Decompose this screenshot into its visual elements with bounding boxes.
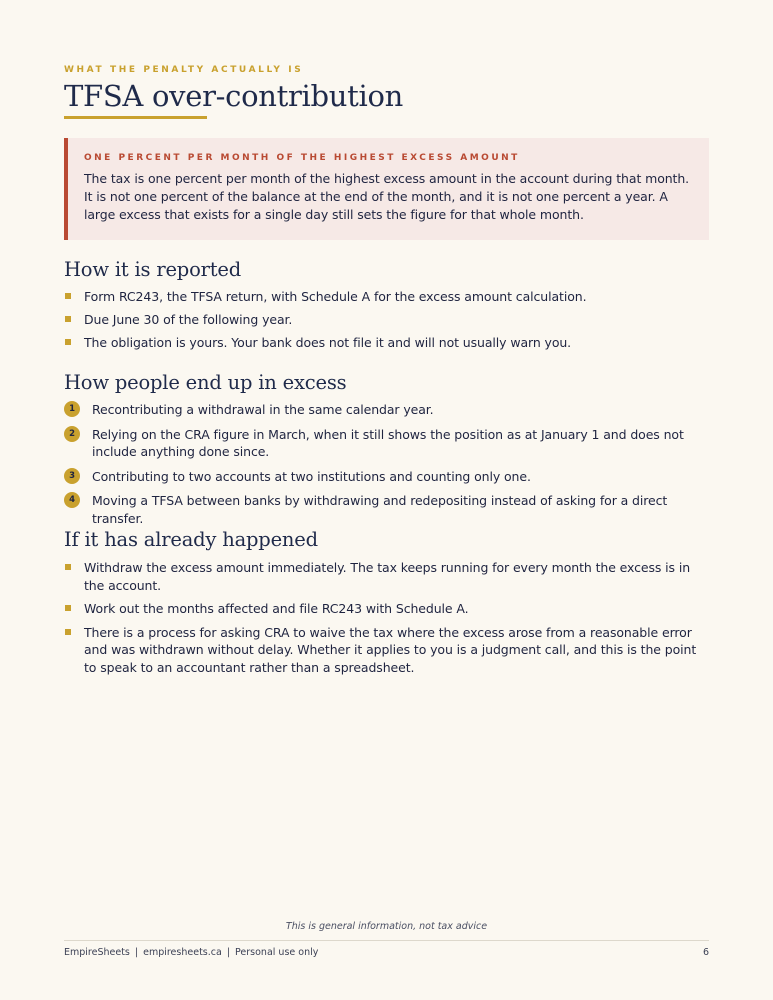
list-item (64, 311, 709, 329)
heading-how-reported: How it is reported (64, 258, 242, 281)
numbered-item-text: Contributing to two accounts at two institutions and counting only one. (92, 468, 531, 484)
list-item (64, 559, 709, 594)
numbered-item-text: Relying on the CRA figure in March, when it still shows the position as at January 1 and does not include anything done since. (92, 426, 684, 459)
numbered-item (64, 401, 709, 419)
already-happened-list (64, 559, 709, 676)
footer-separator: | (134, 947, 139, 958)
excess-causes-list (64, 401, 709, 527)
list-item (64, 288, 709, 306)
list-item (64, 600, 709, 618)
numbered-item (64, 468, 709, 486)
list-item (64, 624, 709, 677)
numbered-item-text: Recontributing a withdrawal in the same calendar year. (92, 402, 434, 417)
step-number-badge: 2 (64, 426, 80, 442)
list-item-text: The obligation is yours. Your bank does not file it and will not usually warn you. (84, 335, 572, 350)
square-bullet-icon (65, 339, 71, 345)
page-title: TFSA over-contribution (64, 79, 404, 113)
square-bullet-icon (65, 293, 71, 299)
footer-separator: | (226, 947, 231, 958)
footer-site: empiresheets.ca (143, 947, 222, 958)
square-bullet-icon (65, 564, 71, 570)
numbered-item (64, 492, 709, 527)
penalty-callout (64, 138, 709, 240)
step-number-badge: 1 (64, 401, 80, 417)
square-bullet-icon (65, 629, 71, 635)
footer-usage: Personal use only (235, 947, 319, 958)
callout-body: The tax is one percent per month of the highest excess amount in the account during that month. It is not one percent of the balance at the end of the month, and it is not one percent a year. A large excess that exists for a single day still sets the figure for that whole month. (84, 171, 690, 222)
list-item (64, 334, 709, 352)
footer-brand-line (64, 947, 318, 958)
heading-how-excess: How people end up in excess (64, 371, 347, 394)
section-eyebrow: WHAT THE PENALTY ACTUALLY IS (64, 65, 304, 75)
square-bullet-icon (65, 316, 71, 322)
footer-brand: EmpireSheets (64, 947, 130, 958)
reported-list (64, 288, 709, 352)
list-item-text: There is a process for asking CRA to waive the tax where the excess arose from a reasonable error and was withdrawn without delay. Whether it applies to you is a judgment call, and this is the point to speak to an accountant rather than a spreadsheet. (84, 624, 697, 675)
title-underline (64, 116, 207, 119)
page-number: 6 (702, 947, 709, 958)
list-item-text: Form RC243, the TFSA return, with Schedule A for the excess amount calculation. (84, 289, 587, 304)
callout-heading: ONE PERCENT PER MONTH OF THE HIGHEST EXCESS AMOUNT (84, 153, 520, 163)
step-number-badge: 4 (64, 492, 80, 508)
list-item-text: Due June 30 of the following year. (84, 312, 293, 327)
disclaimer-note: This is general information, not tax advice (285, 921, 488, 932)
footer-divider (64, 940, 709, 941)
square-bullet-icon (65, 605, 71, 611)
numbered-item-text: Moving a TFSA between banks by withdrawing and redepositing instead of asking for a direct transfer. (92, 493, 668, 526)
heading-already-happened: If it has already happened (64, 528, 318, 551)
list-item-text: Withdraw the excess amount immediately. The tax keeps running for every month the excess is in the account. (84, 560, 691, 593)
step-number-badge: 3 (64, 468, 80, 484)
list-item-text: Work out the months affected and file RC243 with Schedule A. (84, 601, 469, 616)
numbered-item (64, 426, 709, 461)
